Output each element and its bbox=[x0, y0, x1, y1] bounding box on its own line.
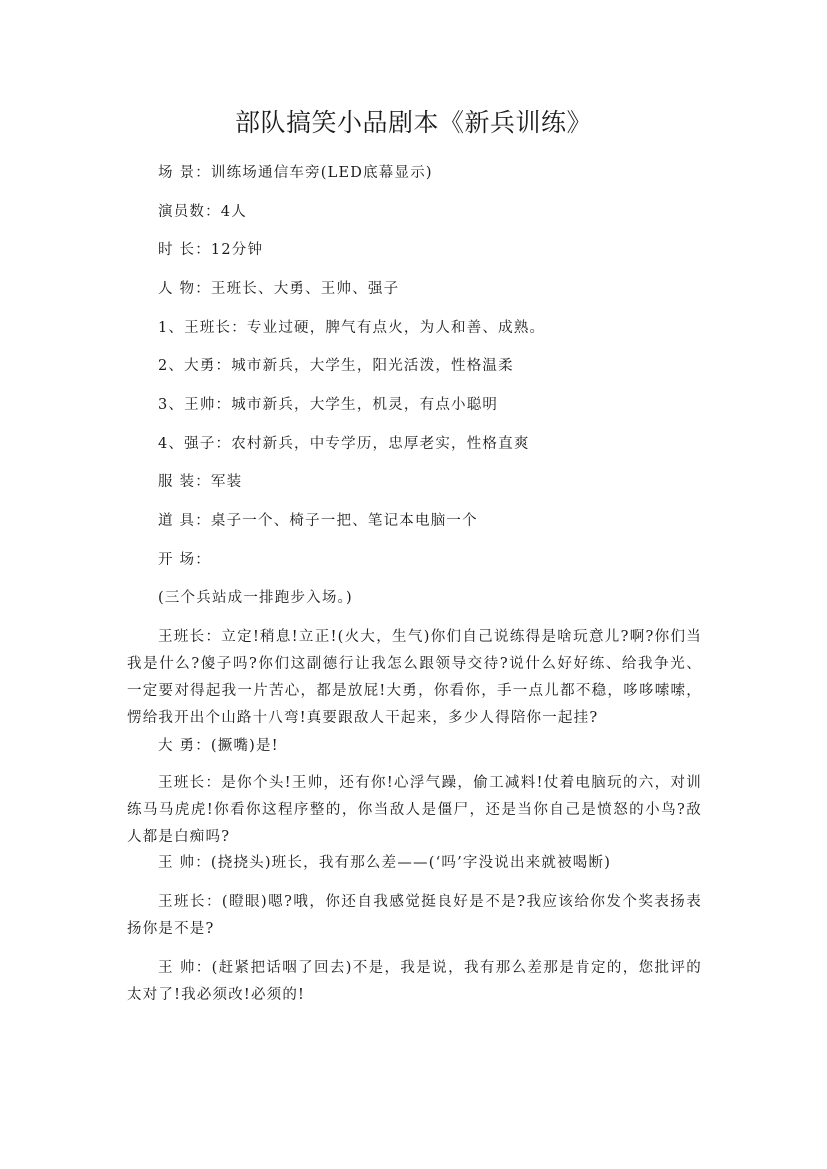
document-title: 部队搞笑小品剧本《新兵训练》 bbox=[234, 108, 592, 137]
dialogue-paragraph: 王班长：立定!稍息!立正!(火大，生气)你们自己说练得是啥玩意儿?啊?你们当我是什么?傻子吗?你们这副德行让我怎么跟领导交待?说什么好好练、给我争光、一定要对得起我一片苦心，都是放屁!大勇，你看你，手一点儿都不稳，哆哆嗦嗦，愣给我开出个山路十八弯!真要跟敌人干起来，多少人得陪你一起挂? bbox=[127, 629, 702, 726]
info-line-characters: 人 物：王班长、大勇、王帅、强子 bbox=[158, 281, 400, 297]
character-desc-3: 3、王帅：城市新兵，大学生，机灵，有点小聪明 bbox=[158, 397, 499, 413]
info-line-actors: 演员数：4人 bbox=[158, 204, 247, 220]
dialogue-paragraph: 王班长：(瞪眼)嗯?哦，你还自我感觉挺良好是不是?我应该给你发个奖表扬表扬你是不是? bbox=[127, 894, 702, 937]
stage-direction: (三个兵站成一排跑步入场。) bbox=[158, 590, 353, 606]
character-desc-1: 1、王班长：专业过硬，脾气有点火，为人和善、成熟。 bbox=[158, 320, 546, 336]
character-desc-4: 4、强子：农村新兵，中专学历，忠厚老实，性格直爽 bbox=[158, 436, 530, 452]
info-line-scene: 场 景：训练场通信车旁(LED底幕显示) bbox=[158, 165, 433, 181]
info-line-props: 道 具：桌子一个、椅子一把、笔记本电脑一个 bbox=[158, 513, 478, 529]
info-line-opening: 开 场： bbox=[158, 552, 211, 568]
character-desc-2: 2、大勇：城市新兵，大学生，阳光活泼，性格温柔 bbox=[158, 358, 514, 374]
dialogue-paragraph: 王 帅：(挠挠头)班长，我有那么差——(‘吗’字没说出来就被喝断) bbox=[158, 855, 612, 871]
dialogue-paragraph: 王 帅：(赶紧把话咽了回去)不是，我是说，我有那么差那是肯定的，您批评的太对了!我必须改!必须的! bbox=[127, 960, 702, 1003]
info-line-costume: 服 装：军装 bbox=[158, 474, 243, 490]
dialogue-paragraph: 王班长：是你个头!王帅，还有你!心浮气躁，偷工减料!仗着电脑玩的六，对训练马马虎虎!你看你这程序整的，你当敌人是僵尸，还是当你自己是愤怒的小鸟?敌人都是白痴吗? bbox=[127, 775, 702, 845]
dialogue-paragraph: 大 勇：(撅嘴)是! bbox=[158, 738, 279, 754]
info-line-duration: 时 长：12分钟 bbox=[158, 242, 264, 258]
